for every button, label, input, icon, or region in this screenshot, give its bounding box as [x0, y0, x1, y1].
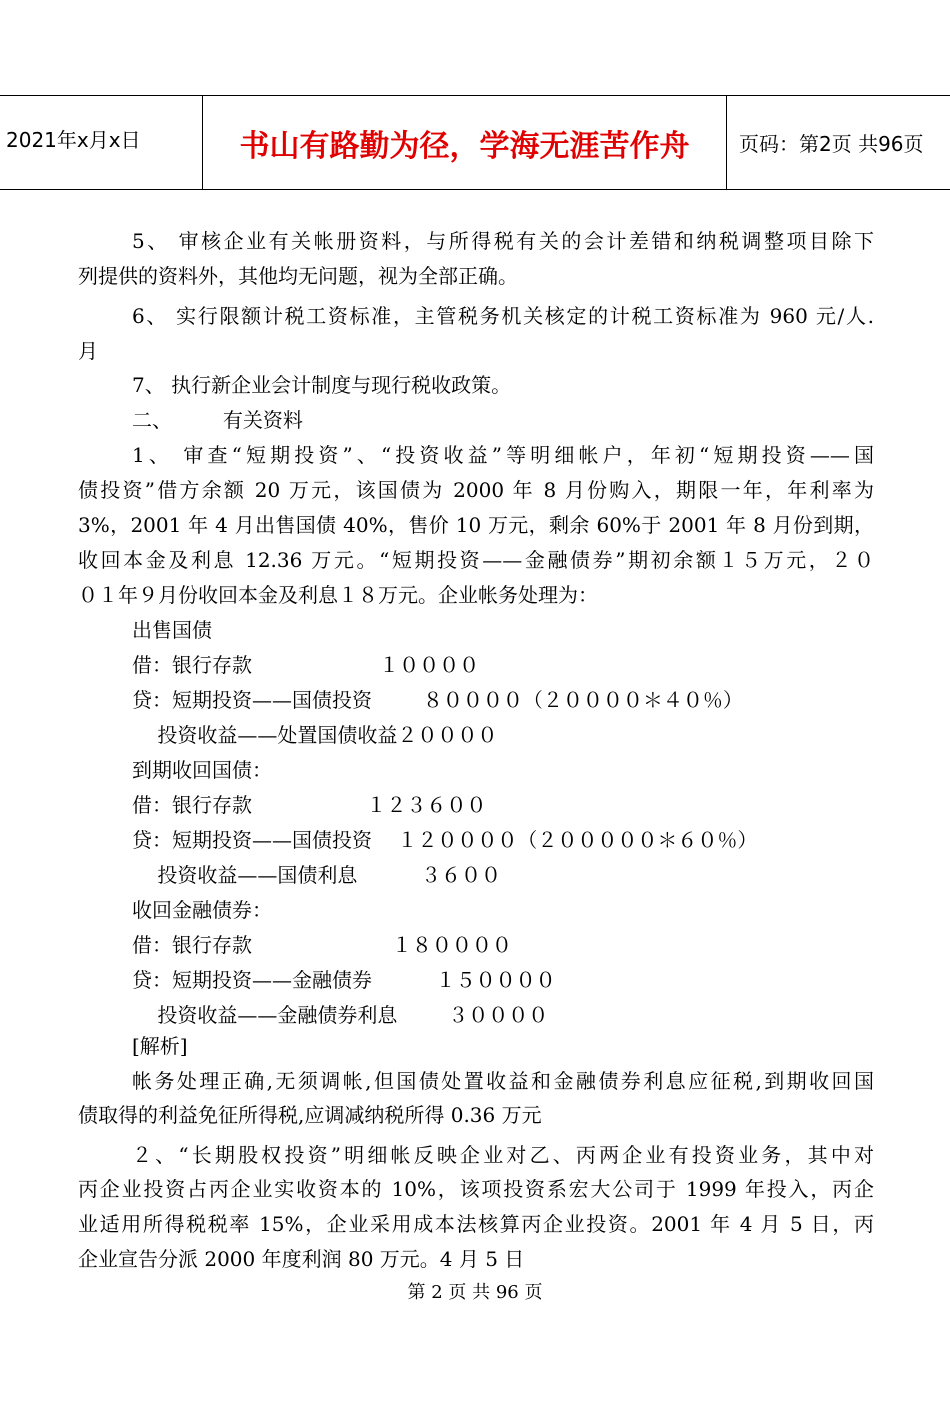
- analysis-label: [解析]: [132, 1034, 188, 1058]
- journal-entry-line: 投资收益——国债利息 ３６００: [132, 863, 502, 887]
- journal-entry-line: 投资收益——金融债券利息 ３００００: [132, 1003, 549, 1027]
- entry-title: 到期收回国债：: [132, 758, 272, 782]
- text-line: 6、 实行限额计税工资标准，主管税务机关核定的计税工资标准为 960 元/人.: [132, 304, 874, 328]
- text-line: 列提供的资料外，其他均无问题，视为全部正确。: [78, 264, 518, 288]
- entry-title: 出售国债: [132, 618, 212, 642]
- text-line: 收回本金及利息 12.36 万元。“短期投资——金融债券”期初余额１５万元，２０: [78, 548, 874, 572]
- header-motto: 书山有路勤为径，学海无涯苦作舟: [203, 96, 727, 189]
- journal-entry-line: 投资收益——处置国债收益２００００: [132, 723, 498, 747]
- text-line: 债投资”借方余额 20 万元，该国债为 2000 年 8 月份购入，期限一年，年利率为: [78, 478, 874, 502]
- text-line: 5、 审核企业有关帐册资料，与所得税有关的会计差错和纳税调整项目除下: [132, 229, 874, 253]
- text-line: 业适用所得税税率 15%，企业采用成本法核算丙企业投资。2001 年 4 月 5 日，丙: [78, 1212, 874, 1236]
- journal-entry-line: 贷：短期投资——国债投资 １２００００（２０００００＊６０％）: [132, 828, 758, 852]
- journal-entry-line: 借：银行存款 １００００: [132, 653, 480, 677]
- text-line: ２、“长期股权投资”明细帐反映企业对乙、丙两企业有投资业务，其中对: [132, 1143, 874, 1167]
- text-line: ０１年９月份收回本金及利息１８万元。企业帐务处理为：: [78, 583, 598, 607]
- journal-entry-line: 贷：短期投资——国债投资 ８００００（２００００＊４０％）: [132, 688, 743, 712]
- text-line: 7、 执行新企业会计制度与现行税收政策。: [132, 373, 512, 397]
- text-line: 1、 审查“短期投资”、“投资收益”等明细帐户，年初“短期投资——国: [132, 443, 874, 467]
- journal-entry-line: 借：银行存款 １８００００: [132, 933, 512, 957]
- journal-entry-line: 贷：短期投资——金融债券 １５００００: [132, 968, 556, 992]
- text-line: 3%，2001 年 4 月出售国债 40%，售价 10 万元，剩余 60%于 2001 年 8 月份到期，: [78, 513, 874, 537]
- journal-entry-line: 借：银行存款 １２３６００: [132, 793, 487, 817]
- section-heading: 二、 有关资料: [132, 408, 303, 432]
- header-page-number: 页码：第2页 共96页: [739, 132, 924, 156]
- text-line: 丙企业投资占丙企业实收资本的 10%，该项投资系宏大公司于 1999 年投入，丙企: [78, 1177, 874, 1201]
- text-line: 月: [78, 339, 98, 363]
- page-footer: 第 2 页 共 96 页: [407, 1282, 543, 1303]
- header-date: 2021年x月x日: [0, 96, 203, 189]
- page-header: [0, 95, 950, 190]
- text-line: 帐务处理正确,无须调帐,但国债处置收益和金融债券利息应征税,到期收回国: [132, 1069, 874, 1093]
- text-line: 债取得的利益免征所得税,应调减纳税所得 0.36 万元: [78, 1103, 542, 1127]
- entry-title: 收回金融债券：: [132, 898, 272, 922]
- text-line: 企业宣告分派 2000 年度利润 80 万元。4 月 5 日: [78, 1247, 525, 1271]
